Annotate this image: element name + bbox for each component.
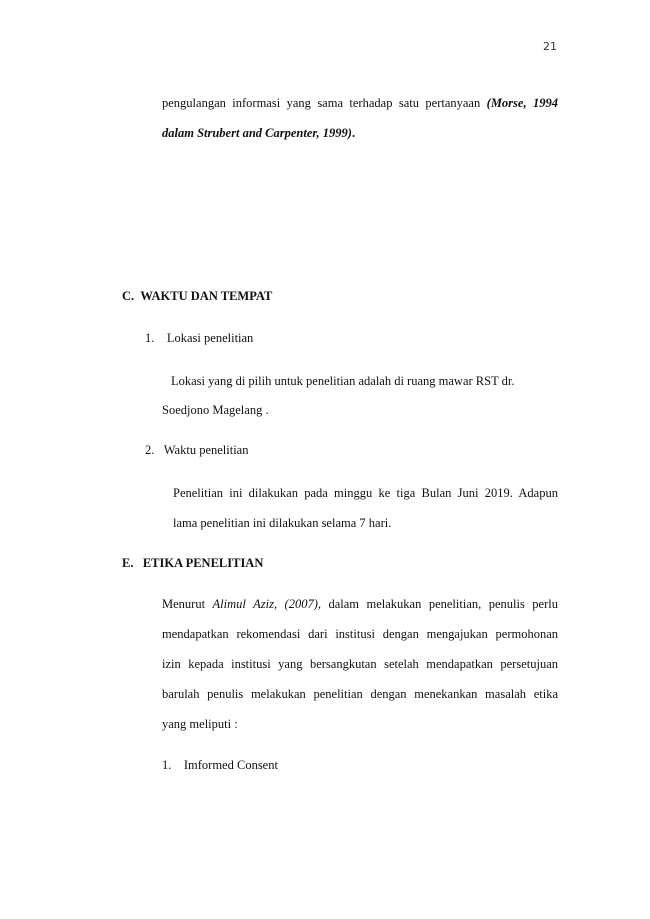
citation-morse: (Morse, 1994 <box>486 96 558 110</box>
continuation-text: pengulangan informasi yang sama terhadap satu pertanyaan <box>162 96 487 110</box>
etika-line-5: yang meliputi : <box>162 717 238 731</box>
item-number: 1. <box>145 331 155 345</box>
etika-line-3-text: izin kepada institusi yang bersangkutan setelah mendapatkan persetujuan <box>162 657 558 671</box>
etika-line-2-text: mendapatkan rekomendasi dari institusi dengan mengajukan permohonan <box>162 627 558 641</box>
etika-line-4 <box>162 687 558 702</box>
section-e-title: ETIKA PENELITIAN <box>142 556 264 570</box>
item-title: Lokasi penelitian <box>166 331 254 345</box>
continuation-line-2 <box>162 126 355 141</box>
item-title: Waktu penelitian <box>163 443 249 457</box>
lokasi-line-2: Soedjono Magelang . <box>162 403 269 417</box>
citation-end: . <box>351 126 356 140</box>
waktu-line-2: lama penelitian ini dilakukan selama 7 hari. <box>173 516 392 530</box>
item-number: 2. <box>145 443 155 457</box>
etika-line-2 <box>162 627 558 642</box>
etika-line-1 <box>162 597 558 612</box>
author-citation: Alimul Aziz, (2007), <box>212 597 322 611</box>
section-c-letter: C. <box>122 289 135 303</box>
section-c-heading <box>122 289 272 304</box>
page-number: 21 <box>543 40 557 53</box>
etika-line-1-a: Menurut <box>162 597 213 611</box>
etika-line-4-text: barulah penulis melakukan penelitian dengan menekankan masalah etika <box>162 687 558 701</box>
lokasi-line-1: Lokasi yang di pilih untuk penelitian adalah di ruang mawar RST dr. <box>171 374 515 388</box>
section-c-item-1-heading <box>145 331 253 346</box>
section-c-item-2-heading <box>145 443 248 458</box>
section-e-heading <box>122 556 263 571</box>
etika-line-1-b: dalam melakukan penelitian, penulis perlu <box>321 597 558 611</box>
item-title: Imformed Consent <box>183 758 278 772</box>
section-c-title: WAKTU DAN TEMPAT <box>140 289 273 303</box>
item-number: 1. <box>162 758 172 772</box>
waktu-line-1-text: Penelitian ini dilakukan pada minggu ke tiga Bulan Juni 2019. Adapun <box>173 486 558 500</box>
etika-line-3 <box>162 657 558 672</box>
section-e-item-1-heading <box>162 758 278 773</box>
section-e-letter: E. <box>122 556 134 570</box>
citation-strubert: dalam Strubert and Carpenter, 1999) <box>162 126 352 140</box>
waktu-line-1 <box>173 486 558 501</box>
continuation-line-1 <box>162 96 558 111</box>
